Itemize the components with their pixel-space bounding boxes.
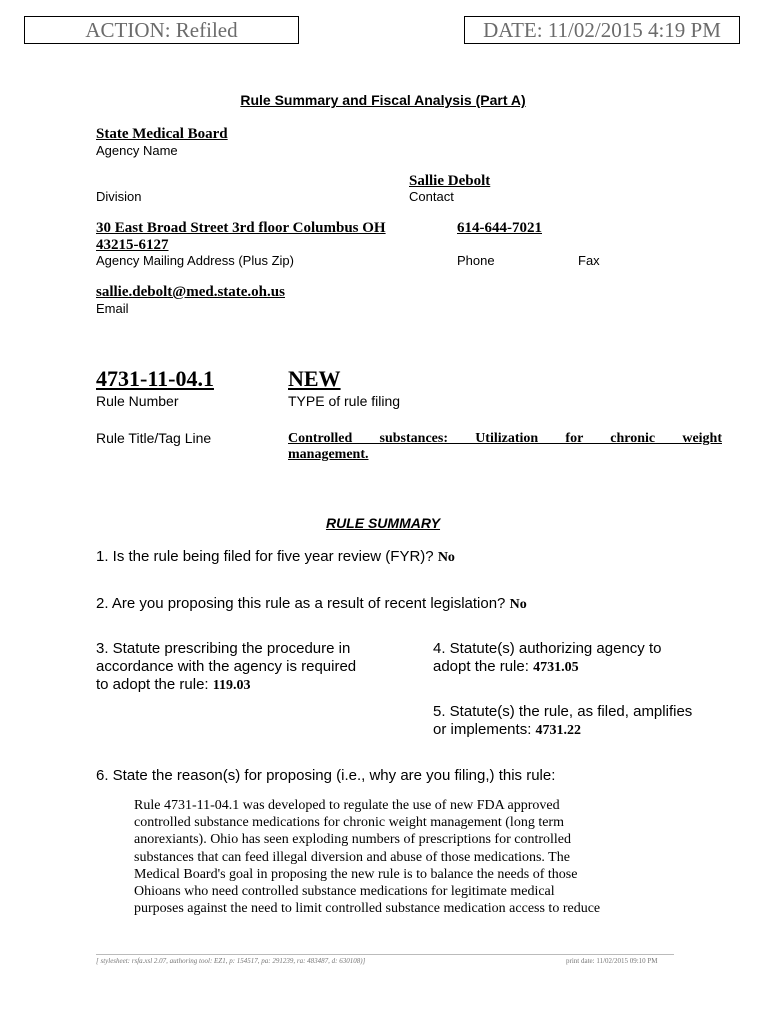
- rule-type-label: TYPE of rule filing: [288, 393, 401, 409]
- reason-line: Ohioans who need controlled substance medications for legitimate medical: [134, 884, 555, 900]
- answer-4: 4731.05: [533, 660, 579, 675]
- division-label: Division: [96, 189, 142, 204]
- agency-address: [96, 220, 386, 254]
- rule-number: 4731-11-04.1: [96, 366, 214, 391]
- question-5-line-2: or implements:: [433, 721, 532, 738]
- rule-number-label: Rule Number: [96, 393, 179, 409]
- rule-title-label: Rule Title/Tag Line: [96, 430, 212, 446]
- rule-title-line-1: Controlled substances: Utilization for chronic weight: [288, 431, 722, 446]
- page-title: Rule Summary and Fiscal Analysis (Part A): [240, 92, 526, 108]
- footer-print-date: print date: 11/02/2015 09:10 PM: [566, 957, 658, 965]
- reason-paragraph: [134, 797, 600, 917]
- question-4: [433, 640, 661, 677]
- question-3: [96, 640, 356, 695]
- rule-title-line-2: management.: [288, 447, 369, 462]
- answer-2: No: [509, 597, 527, 612]
- contact-label: Contact: [409, 189, 454, 204]
- footer-stylesheet-info: [ stylesheet: rsfa.xsl 2.07, authoring tool: EZ1, p: 154517, pa: 291239, ra: 483487, d: 630108)]: [96, 957, 366, 965]
- address-line-1: 30 East Broad Street 3rd floor Columbus OH: [96, 220, 386, 236]
- answer-5: 4731.22: [535, 723, 582, 738]
- question-3-line-3: to adopt the rule:: [96, 676, 209, 693]
- contact-name: Sallie Debolt: [409, 173, 491, 189]
- phone-label: Phone: [457, 253, 495, 268]
- agency-email: sallie.debolt@med.state.oh.us: [96, 284, 285, 300]
- question-3-line-1: 3. Statute prescribing the procedure in: [96, 640, 351, 657]
- reason-line: controlled substance medications for chronic weight management (long term: [134, 815, 564, 831]
- answer-3: 119.03: [212, 678, 251, 693]
- question-1: [96, 548, 455, 567]
- rule-summary-heading: RULE SUMMARY: [325, 515, 441, 531]
- question-4-line-1: 4. Statute(s) authorizing agency to: [433, 640, 662, 657]
- answer-1: No: [437, 550, 455, 565]
- reason-line: Medical Board's goal in proposing the new rule is to balance the needs of those: [134, 866, 578, 882]
- action-box: [24, 16, 299, 44]
- rule-type: NEW: [288, 366, 341, 391]
- agency-phone: 614-644-7021: [457, 220, 542, 236]
- question-2-text: 2. Are you proposing this rule as a result of recent legislation?: [96, 595, 506, 612]
- question-5: [433, 703, 692, 740]
- agency-name-label: Agency Name: [96, 143, 178, 158]
- address-line-2: 43215-6127: [96, 237, 169, 253]
- date-text: DATE: 11/02/2015 4:19 PM: [483, 18, 721, 42]
- question-5-line-1: 5. Statute(s) the rule, as filed, amplifies: [433, 703, 693, 720]
- reason-line: purposes against the need to limit controlled substance medication access to reduce: [134, 901, 601, 917]
- question-6: 6. State the reason(s) for proposing (i.e., why are you filing,) this rule:: [96, 767, 556, 784]
- reason-line: substances that can feed illegal diversion and abuse of those medications. The: [134, 849, 570, 865]
- reason-line: Rule 4731-11-04.1 was developed to regulate the use of new FDA approved: [134, 798, 560, 813]
- fax-label: Fax: [578, 253, 600, 268]
- agency-name: State Medical Board: [96, 126, 228, 142]
- question-1-text: 1. Is the rule being filed for five year review (FYR)?: [96, 548, 434, 565]
- question-3-line-2: accordance with the agency is required: [96, 658, 357, 675]
- footer-divider: [96, 954, 674, 955]
- question-2: [96, 595, 527, 614]
- date-box: [464, 16, 740, 44]
- reason-line: anorexiants). Ohio has seen exploding numbers of prescriptions for controlled: [134, 832, 572, 848]
- action-text: ACTION: Refiled: [85, 18, 238, 42]
- email-label: Email: [96, 301, 129, 316]
- question-4-line-2: adopt the rule:: [433, 658, 529, 675]
- rule-title: [288, 431, 722, 463]
- address-label: Agency Mailing Address (Plus Zip): [96, 253, 294, 268]
